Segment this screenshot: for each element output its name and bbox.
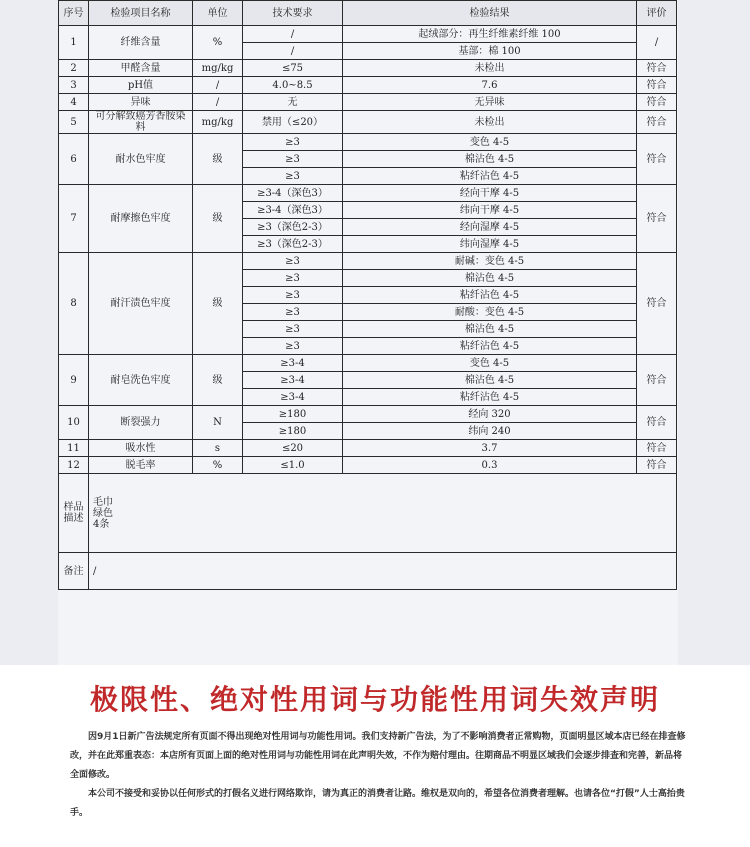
requirement: ≥3 <box>243 287 343 304</box>
remark-value: / <box>89 553 677 590</box>
result: 棉沾色 4-5 <box>343 372 637 389</box>
result: 经向干摩 4-5 <box>343 185 637 202</box>
requirement: ≥3 <box>243 168 343 185</box>
table-header-row <box>59 1 677 26</box>
result: 0.3 <box>343 457 637 474</box>
requirement: ≥180 <box>243 406 343 423</box>
sample-description-row <box>59 474 677 553</box>
evaluation: 符合 <box>637 77 677 94</box>
result: 粘纤沾色 4-5 <box>343 338 637 355</box>
requirement: ≥180 <box>243 423 343 440</box>
requirement: / <box>243 26 343 43</box>
header-evaluation: 评价 <box>637 1 677 26</box>
evaluation: 符合 <box>637 134 677 185</box>
result: 耐酸：变色 4-5 <box>343 304 637 321</box>
item-name: 吸水性 <box>89 440 193 457</box>
result: 3.7 <box>343 440 637 457</box>
sample-line: 毛巾 <box>93 496 113 508</box>
requirement: ≥3（深色2-3） <box>243 219 343 236</box>
result: 棉沾色 4-5 <box>343 151 637 168</box>
header-unit: 单位 <box>193 1 243 26</box>
evaluation: 符合 <box>637 440 677 457</box>
requirement: / <box>243 43 343 60</box>
requirement: ≥3-4（深色3） <box>243 185 343 202</box>
result: 纬向干摩 4-5 <box>343 202 637 219</box>
header-item: 检验项目名称 <box>89 1 193 26</box>
item-name: 耐皂洗色牢度 <box>89 355 193 406</box>
table-row <box>59 26 677 43</box>
unit: s <box>193 440 243 457</box>
header-result: 检验结果 <box>343 1 637 26</box>
requirement: ≥3 <box>243 321 343 338</box>
disclaimer-title: 极限性、绝对性用词与功能性用词失效声明 <box>89 683 660 716</box>
requirement: 4.0~8.5 <box>243 77 343 94</box>
result: 基部：棉 100 <box>343 43 637 60</box>
table-row <box>59 111 677 134</box>
row-number: 1 <box>59 26 89 60</box>
row-number: 3 <box>59 77 89 94</box>
unit: 级 <box>193 134 243 185</box>
requirement: ≤1.0 <box>243 457 343 474</box>
row-number: 9 <box>59 355 89 406</box>
table-row <box>59 134 677 151</box>
unit: / <box>193 94 243 111</box>
row-number: 4 <box>59 94 89 111</box>
requirement: ≥3 <box>243 304 343 321</box>
evaluation: / <box>637 26 677 60</box>
result: 未检出 <box>343 111 637 134</box>
row-number: 2 <box>59 60 89 77</box>
item-name: 断裂强力 <box>89 406 193 440</box>
result: 未检出 <box>343 60 637 77</box>
result: 粘纤沾色 4-5 <box>343 168 637 185</box>
result: 经向 320 <box>343 406 637 423</box>
evaluation: 符合 <box>637 94 677 111</box>
unit: 级 <box>193 355 243 406</box>
unit: 级 <box>193 253 243 355</box>
item-name: 耐汗渍色牢度 <box>89 253 193 355</box>
requirement: ≥3 <box>243 253 343 270</box>
requirement: ≥3 <box>243 134 343 151</box>
table-row <box>59 77 677 94</box>
result: 7.6 <box>343 77 637 94</box>
result: 粘纤沾色 4-5 <box>343 287 637 304</box>
unit: % <box>193 26 243 60</box>
remark-row <box>59 553 677 590</box>
sample-label: 样品描述 <box>59 474 89 553</box>
item-name: 异味 <box>89 94 193 111</box>
requirement: ≥3-4 <box>243 372 343 389</box>
table-row <box>59 440 677 457</box>
disclaimer-paragraph-2: 本公司不接受和妥协以任何形式的打假名义进行网络欺诈，请为真正的消费者让路。维权是双向的，希望各位消费者理解。也请各位“打假”人士高抬贵手。 <box>70 789 685 818</box>
unit: mg/kg <box>193 111 243 134</box>
requirement: 无 <box>243 94 343 111</box>
result: 起绒部分：再生纤维素纤维 100 <box>343 26 637 43</box>
item-name: 纤维含量 <box>89 26 193 60</box>
result: 粘纤沾色 4-5 <box>343 389 637 406</box>
disclaimer-paragraph-1: 因9月1日新广告法规定所有页面不得出现绝对性用词与功能性用词。我们支持新广告法，为了不影响消费者正常购物，页面明显区域本店已经在排查修改，并在此郑重表态：本店所有页面上面的绝对性用词与功能性用词在此声明失效，不作为赔付理由。往期商品不明显区域我们会逐步排查和完善，新品将全面修改。 <box>70 732 686 780</box>
requirement: ≤75 <box>243 60 343 77</box>
header-requirement: 技术要求 <box>243 1 343 26</box>
table-row <box>59 253 677 270</box>
evaluation: 符合 <box>637 457 677 474</box>
result: 变色 4-5 <box>343 134 637 151</box>
result: 经向湿摩 4-5 <box>343 219 637 236</box>
item-name: 脱毛率 <box>89 457 193 474</box>
unit: % <box>193 457 243 474</box>
evaluation: 符合 <box>637 355 677 406</box>
evaluation: 符合 <box>637 185 677 253</box>
item-name: pH值 <box>89 77 193 94</box>
evaluation: 符合 <box>637 60 677 77</box>
requirement: ≥3-4 <box>243 355 343 372</box>
table-row <box>59 457 677 474</box>
table-row <box>59 185 677 202</box>
remark-label: 备注 <box>59 553 89 590</box>
item-name: 耐摩擦色牢度 <box>89 185 193 253</box>
requirement: ≥3-4 <box>243 389 343 406</box>
item-name: 甲醛含量 <box>89 60 193 77</box>
sample-value <box>89 474 677 553</box>
row-number: 6 <box>59 134 89 185</box>
row-number: 7 <box>59 185 89 253</box>
result: 耐碱：变色 4-5 <box>343 253 637 270</box>
unit: / <box>193 77 243 94</box>
result: 棉沾色 4-5 <box>343 270 637 287</box>
evaluation: 符合 <box>637 406 677 440</box>
header-no: 序号 <box>59 1 89 26</box>
table-row <box>59 60 677 77</box>
result: 变色 4-5 <box>343 355 637 372</box>
requirement: ≥3（深色2-3） <box>243 236 343 253</box>
row-number: 5 <box>59 111 89 134</box>
requirement: ≥3 <box>243 151 343 168</box>
table-row <box>59 406 677 423</box>
table-row <box>59 94 677 111</box>
requirement: ≥3-4（深色3） <box>243 202 343 219</box>
row-number: 12 <box>59 457 89 474</box>
unit: N <box>193 406 243 440</box>
table-row <box>59 355 677 372</box>
result: 无异味 <box>343 94 637 111</box>
sample-line: 4条 <box>93 518 110 530</box>
item-name: 可分解致癌芳香胺染料 <box>89 111 193 134</box>
item-name: 耐水色牢度 <box>89 134 193 185</box>
row-number: 10 <box>59 406 89 440</box>
disclaimer-body <box>70 728 688 823</box>
row-number: 11 <box>59 440 89 457</box>
result: 纬向湿摩 4-5 <box>343 236 637 253</box>
row-number: 8 <box>59 253 89 355</box>
unit: mg/kg <box>193 60 243 77</box>
requirement: 禁用（≤20） <box>243 111 343 134</box>
result: 棉沾色 4-5 <box>343 321 637 338</box>
requirement: ≥3 <box>243 338 343 355</box>
unit: 级 <box>193 185 243 253</box>
requirement: ≥3 <box>243 270 343 287</box>
result: 纬向 240 <box>343 423 637 440</box>
requirement: ≤20 <box>243 440 343 457</box>
evaluation: 符合 <box>637 111 677 134</box>
inspection-table <box>58 0 677 590</box>
evaluation: 符合 <box>637 253 677 355</box>
sample-line: 绿色 <box>93 507 113 519</box>
